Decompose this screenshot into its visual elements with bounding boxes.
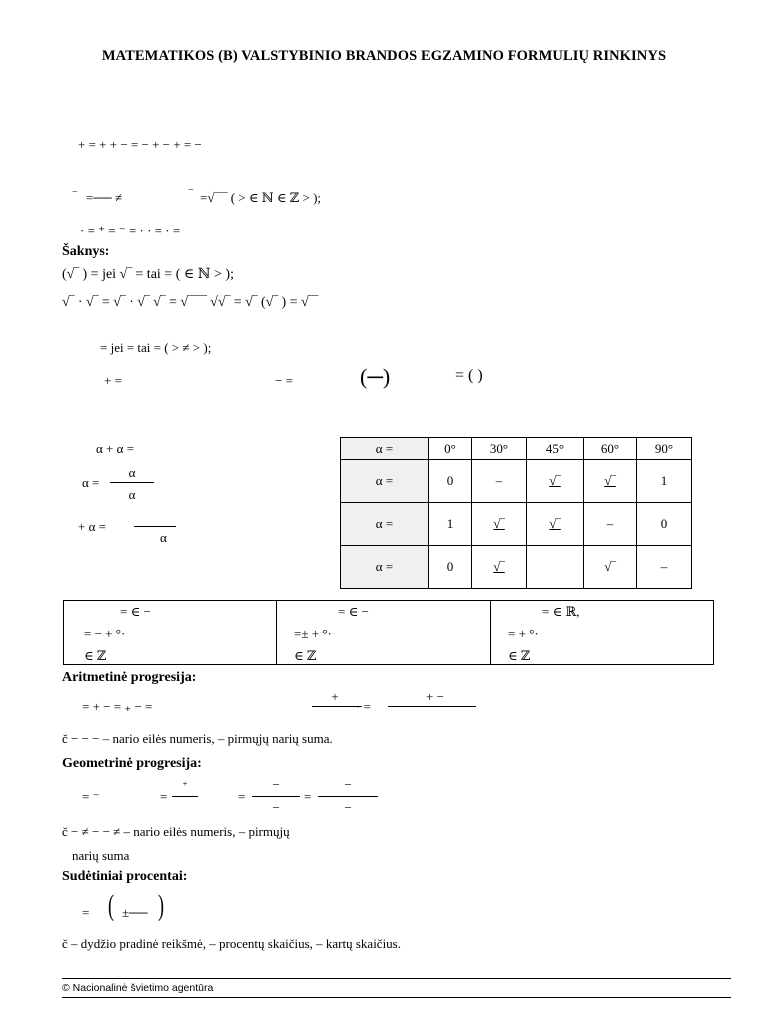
row-label: α = bbox=[341, 503, 429, 546]
table-cell: 1 bbox=[429, 503, 472, 546]
compound-description: č – dydžio pradinė reikšmė, – procentų skaičius, – kartų skaičius. bbox=[62, 936, 401, 951]
trig-tan: α = bbox=[82, 475, 100, 490]
table-header-60: 60° bbox=[584, 438, 637, 460]
table-cell: √‾ bbox=[472, 503, 527, 546]
arith-heading: Aritmetinė progresija: bbox=[62, 670, 197, 685]
roots-heading: Šaknys: bbox=[62, 244, 110, 259]
row-label: α = bbox=[341, 460, 429, 503]
geom-formula-d: = bbox=[304, 789, 312, 804]
powers-row-2-sup-b: − bbox=[188, 185, 194, 196]
table-row bbox=[341, 503, 692, 546]
arith-frac1-num: + bbox=[331, 689, 339, 704]
table-cell: √‾ bbox=[584, 546, 637, 589]
table-row bbox=[341, 546, 692, 589]
solution-line: = ∈ − bbox=[338, 604, 369, 619]
table-header-0: 0° bbox=[429, 438, 472, 460]
arith-formula: = + − = ₊ − = bbox=[82, 699, 153, 714]
geom-description: č − ≠ − − ≠ – nario eilės numeris, – pirmųjų bbox=[62, 824, 290, 839]
footer-rule-top bbox=[62, 978, 731, 979]
powers-row-2: =── ≠ bbox=[86, 190, 123, 205]
table-row bbox=[341, 460, 692, 503]
solution-line: = ∈ − bbox=[120, 604, 151, 619]
geom-description-2: narių suma bbox=[72, 848, 130, 863]
trig-tan-num: α bbox=[128, 465, 136, 480]
geom-formula-d-den: − bbox=[344, 800, 352, 815]
table-cell: – bbox=[472, 460, 527, 503]
trig-identity: α + α = bbox=[96, 441, 135, 456]
geom-formula-c-num: − bbox=[272, 777, 280, 792]
solution-col-1 bbox=[64, 601, 277, 664]
roots-row-2: √‾ · √‾ = √‾ · √‾ √‾ = √‾‾‾‾ √√‾ = √‾ (√‾ ) = √‾‾ bbox=[62, 295, 319, 310]
table-cell bbox=[527, 546, 584, 589]
trig-solutions-box bbox=[63, 600, 714, 665]
footer-rule-bottom bbox=[62, 997, 731, 998]
solution-line: = ∈ ℝ, bbox=[542, 604, 580, 619]
solution-line: ∈ ℤ bbox=[508, 648, 531, 663]
trig-tan-den: α bbox=[128, 487, 136, 502]
geom-formula-b-bar bbox=[172, 796, 198, 797]
roots-row-1: (√‾ ) = jei √‾ = tai = ( ∈ ℕ > ); bbox=[62, 267, 234, 282]
geom-formula-d-num: − bbox=[344, 777, 352, 792]
table-cell: 0 bbox=[429, 460, 472, 503]
compound-formula: = bbox=[82, 905, 90, 920]
powers-row-3: · = ⁺ = ⁻ = · · = · = bbox=[80, 223, 181, 238]
log-row-2c: (─) bbox=[360, 364, 391, 389]
arith-frac2-bar bbox=[388, 706, 476, 707]
geom-formula-c-den: − bbox=[272, 800, 280, 815]
compound-paren: ±── bbox=[122, 905, 148, 920]
geom-heading: Geometrinė progresija: bbox=[62, 756, 202, 771]
row-label: α = bbox=[341, 546, 429, 589]
trig-tan-bar bbox=[110, 482, 154, 483]
geom-formula-c-bar bbox=[252, 796, 300, 797]
table-cell: √‾ bbox=[527, 503, 584, 546]
geom-formula-b: = bbox=[160, 789, 168, 804]
geom-formula-d-bar bbox=[318, 796, 378, 797]
solution-line: ∈ ℤ bbox=[294, 648, 317, 663]
powers-row-2-rest: =√‾‾‾ ( > ∈ ℕ ∈ ℤ > ); bbox=[200, 190, 322, 205]
page-title: MATEMATIKOS (B) VALSTYBINIO BRANDOS EGZAMINO FORMULIŲ RINKINYS bbox=[101, 48, 667, 64]
table-cell: 0 bbox=[637, 503, 692, 546]
arith-description: č − − − – nario eilės numeris, – pirmųjų narių suma. bbox=[62, 731, 333, 746]
table-header-alpha: α = bbox=[341, 438, 429, 460]
powers-row-2-sup: − bbox=[72, 187, 78, 198]
geom-formula-c: = bbox=[238, 789, 246, 804]
powers-row-1: + = + + − = − + − + = − bbox=[78, 137, 202, 152]
log-row-2d: = ( ) bbox=[455, 367, 483, 384]
log-row-1: = jei = tai = ( > ≠ > ); bbox=[100, 340, 212, 355]
trig-plus-bar bbox=[134, 526, 176, 527]
table-header-45: 45° bbox=[527, 438, 584, 460]
table-cell: √‾ bbox=[472, 546, 527, 589]
trig-values-table bbox=[340, 437, 692, 589]
solution-line: ∈ ℤ bbox=[84, 648, 107, 663]
table-cell: – bbox=[637, 546, 692, 589]
footer-copyright: © Nacionalinė švietimo agentūra bbox=[62, 982, 214, 994]
solution-line: = − + °· bbox=[84, 626, 126, 641]
log-row-2b: − = bbox=[275, 373, 293, 388]
log-row-2a: + = bbox=[104, 373, 122, 388]
compound-paren-right: ) bbox=[158, 889, 164, 922]
table-cell: √‾ bbox=[584, 460, 637, 503]
arith-frac1-bar bbox=[312, 706, 362, 707]
table-header-30: 30° bbox=[472, 438, 527, 460]
table-header-90: 90° bbox=[637, 438, 692, 460]
solution-line: =± + °· bbox=[294, 626, 332, 641]
arith-frac2-num: + − bbox=[426, 689, 444, 704]
table-cell: 1 bbox=[637, 460, 692, 503]
compound-heading: Sudėtiniai procentai: bbox=[62, 869, 188, 884]
table-cell: √‾ bbox=[527, 460, 584, 503]
trig-plus-den: α bbox=[160, 530, 167, 545]
compound-paren-left: ( bbox=[108, 889, 114, 922]
solution-line: = + °· bbox=[508, 626, 539, 641]
arith-frac2: · = bbox=[356, 699, 371, 714]
solution-col-3 bbox=[490, 601, 712, 664]
trig-plus: + α = bbox=[78, 519, 106, 534]
table-cell: – bbox=[584, 503, 637, 546]
solution-col-2 bbox=[276, 601, 491, 664]
geom-formula-b-num: ⁺ bbox=[182, 781, 188, 792]
geom-formula-a: = ⁻ bbox=[82, 789, 100, 804]
table-cell: 0 bbox=[429, 546, 472, 589]
